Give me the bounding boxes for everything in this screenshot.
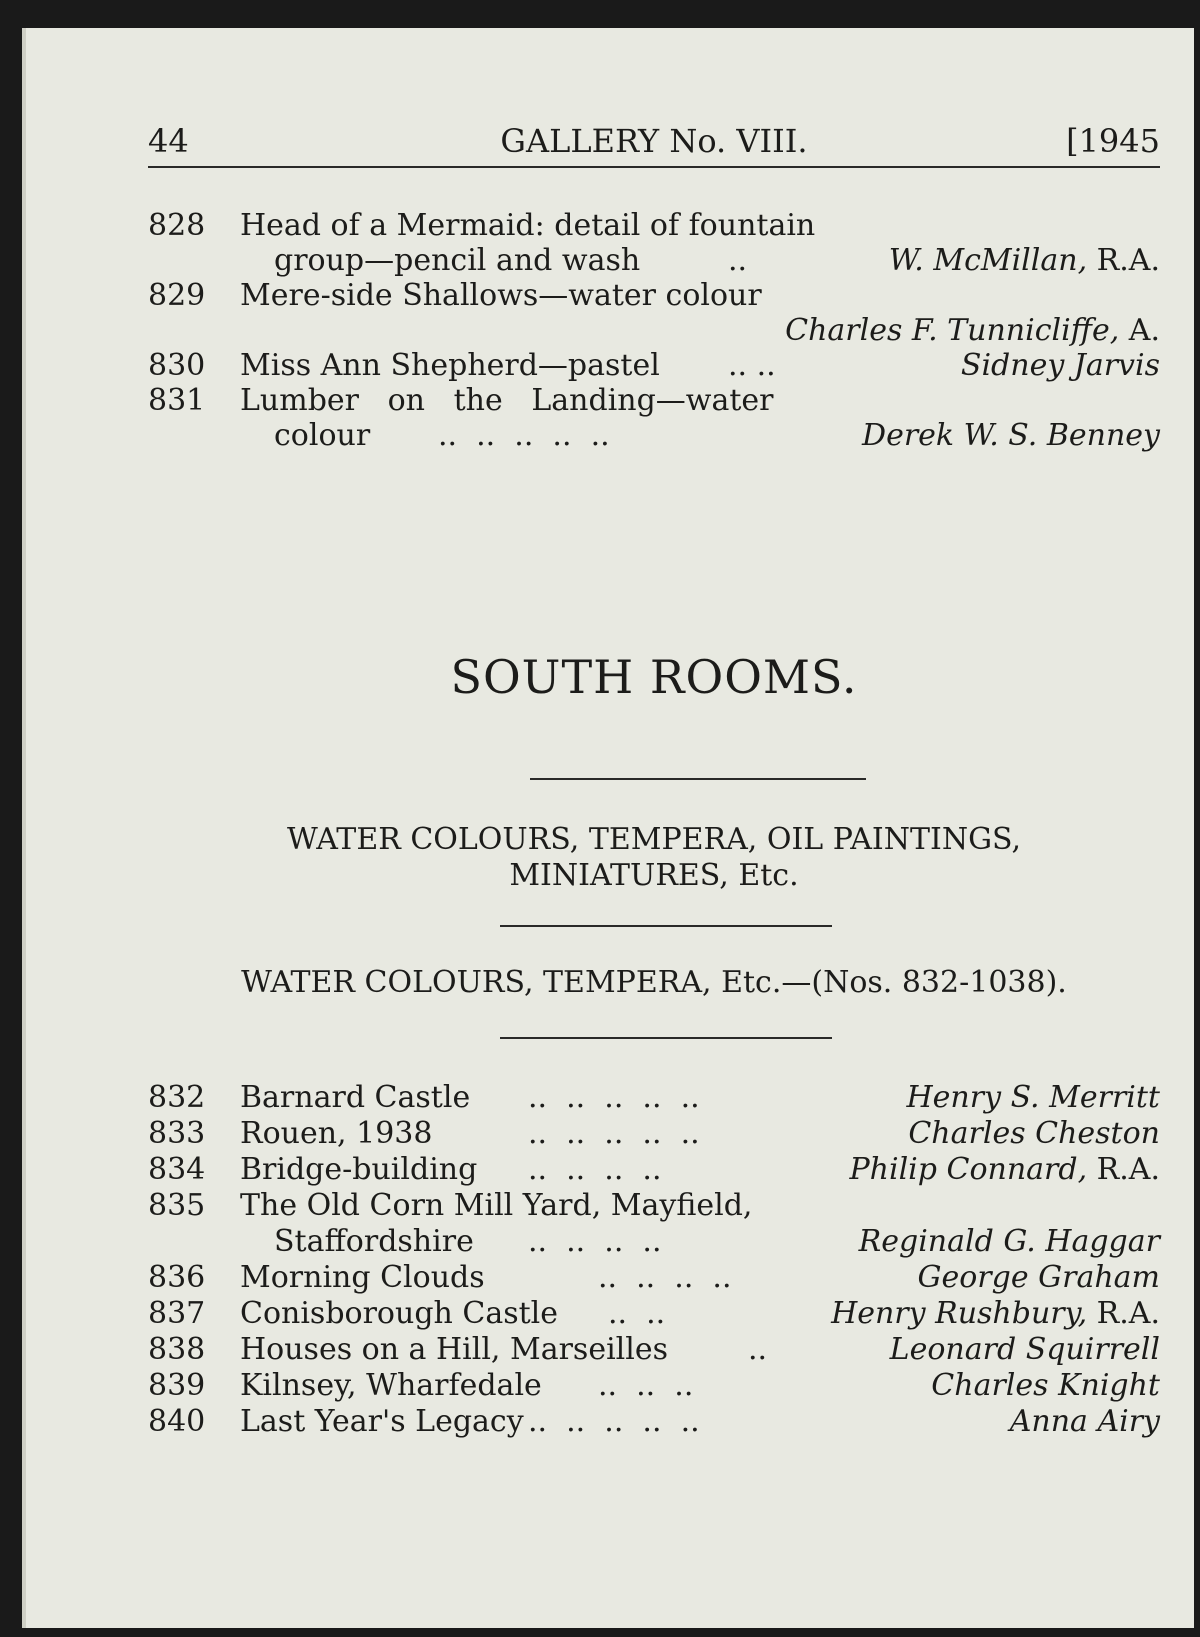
subheading-rule	[500, 925, 832, 927]
entry-number: 830	[148, 348, 206, 383]
header-rule	[148, 166, 1160, 168]
catalogue-entry	[148, 1332, 1160, 1368]
entry-artist	[889, 243, 1160, 278]
artist-name: W. McMillan,	[888, 243, 1088, 278]
page-number: 44	[148, 122, 189, 160]
entry-number: 837	[148, 1296, 206, 1331]
artist-suffix: A.	[1128, 313, 1160, 348]
artist-name: Leonard Squirrell	[889, 1332, 1160, 1367]
catalogue-entry	[148, 1188, 1160, 1224]
subheading-range: WATER COLOURS, TEMPERA, Etc.—(Nos. 832-1038).	[241, 965, 1067, 1000]
leader-dots: ..	[728, 243, 748, 278]
entry-title: Last Year's Legacy	[240, 1404, 524, 1439]
entry-number: 836	[148, 1260, 206, 1295]
catalogue-entry	[148, 1368, 1160, 1404]
entry-number: 835	[148, 1188, 206, 1223]
entry-title: Conisborough Castle	[240, 1296, 559, 1331]
leader-dots: .. .. .. ..	[528, 1224, 662, 1259]
catalogue-entry	[148, 348, 1160, 384]
entry-number: 834	[148, 1152, 206, 1187]
catalogue-entry-continuation	[148, 313, 1160, 349]
artist-name: Reginald G. Haggar	[858, 1224, 1160, 1259]
catalogue-entry	[148, 383, 1160, 419]
leader-dots: .. .. .. .. ..	[528, 1116, 700, 1151]
entry-title: colour	[274, 418, 371, 453]
artist-name: Charles Cheston	[908, 1116, 1160, 1151]
catalogue-entry	[148, 1080, 1160, 1116]
catalogue-entry	[148, 1404, 1160, 1440]
catalogue-entry-continuation	[148, 418, 1160, 454]
entry-artist	[961, 348, 1160, 383]
artist-name: Charles F. Tunnicliffe,	[785, 313, 1120, 348]
leader-dots: .. .. .. .. ..	[438, 418, 610, 453]
catalogue-entry-continuation	[148, 243, 1160, 279]
header-year: [1945	[1066, 122, 1160, 160]
entry-title: Kilnsey, Wharfedale	[240, 1368, 542, 1403]
catalogue-entry-continuation	[148, 1224, 1160, 1260]
catalogue-entry	[148, 208, 1160, 244]
entry-title: Bridge-building	[240, 1152, 478, 1187]
leader-dots: .. .. .. ..	[528, 1152, 662, 1187]
catalogue-entry	[148, 1296, 1160, 1332]
entry-title: Lumber on the Landing—water	[240, 383, 774, 418]
section-rule	[530, 778, 866, 780]
entry-title: Barnard Castle	[240, 1080, 471, 1115]
entry-title: Morning Clouds	[240, 1260, 485, 1295]
artist-name: Anna Airy	[1009, 1404, 1160, 1439]
page-title: GALLERY No. VIII.	[500, 122, 808, 160]
artist-name: Henry S. Merritt	[906, 1080, 1160, 1115]
entry-number: 838	[148, 1332, 206, 1367]
entry-artist	[785, 313, 1160, 348]
catalogue-entry	[148, 1260, 1160, 1296]
subheading-rule	[500, 1037, 832, 1039]
artist-name: Derek W. S. Benney	[862, 418, 1160, 453]
entry-title: Staffordshire	[274, 1224, 474, 1259]
entry-artist	[862, 418, 1160, 453]
entry-number: 833	[148, 1116, 206, 1151]
leader-dots: .. .. .. .. ..	[528, 1080, 700, 1115]
entry-number: 828	[148, 208, 206, 243]
catalogue-entry	[148, 1152, 1160, 1188]
entry-number: 831	[148, 383, 206, 418]
artist-name: Henry Rushbury,	[831, 1296, 1088, 1331]
entry-number: 829	[148, 278, 206, 313]
artist-suffix: R.A.	[1096, 1152, 1160, 1187]
artist-suffix: R.A.	[1096, 243, 1160, 278]
artist-name: Sidney Jarvis	[960, 348, 1160, 383]
artist-name: George Graham	[917, 1260, 1160, 1295]
entry-number: 839	[148, 1368, 206, 1403]
leader-dots: ..	[748, 1332, 768, 1367]
artist-name: Philip Connard,	[849, 1152, 1088, 1187]
leader-dots: .. .. .. ..	[598, 1260, 732, 1295]
leader-dots: .. .. .. .. ..	[528, 1404, 700, 1439]
catalogue-entry	[148, 1116, 1160, 1152]
entry-title: Miss Ann Shepherd—pastel	[240, 348, 660, 383]
catalogue-entry	[148, 278, 1160, 314]
entry-number: 840	[148, 1404, 206, 1439]
leader-dots: .. ..	[608, 1296, 666, 1331]
subheading-line-1: WATER COLOURS, TEMPERA, OIL PAINTINGS,	[286, 822, 1022, 857]
leader-dots: .. .. ..	[598, 1368, 694, 1403]
entry-title: Houses on a Hill, Marseilles	[240, 1332, 669, 1367]
leader-dots: .. ..	[728, 348, 776, 383]
entry-title: The Old Corn Mill Yard, Mayfield,	[240, 1188, 753, 1223]
entry-title: group—pencil and wash	[274, 243, 641, 278]
entry-number: 832	[148, 1080, 206, 1115]
page-header	[148, 122, 1160, 172]
artist-name: Charles Knight	[931, 1368, 1160, 1403]
entry-title: Head of a Mermaid: detail of fountain	[240, 208, 816, 243]
entry-title: Mere-side Shallows—water colour	[240, 278, 762, 313]
entry-title: Rouen, 1938	[240, 1116, 433, 1151]
section-title: SOUTH ROOMS.	[450, 650, 858, 704]
artist-suffix: R.A.	[1096, 1296, 1160, 1331]
subheading-line-2: MINIATURES, Etc.	[509, 858, 799, 893]
